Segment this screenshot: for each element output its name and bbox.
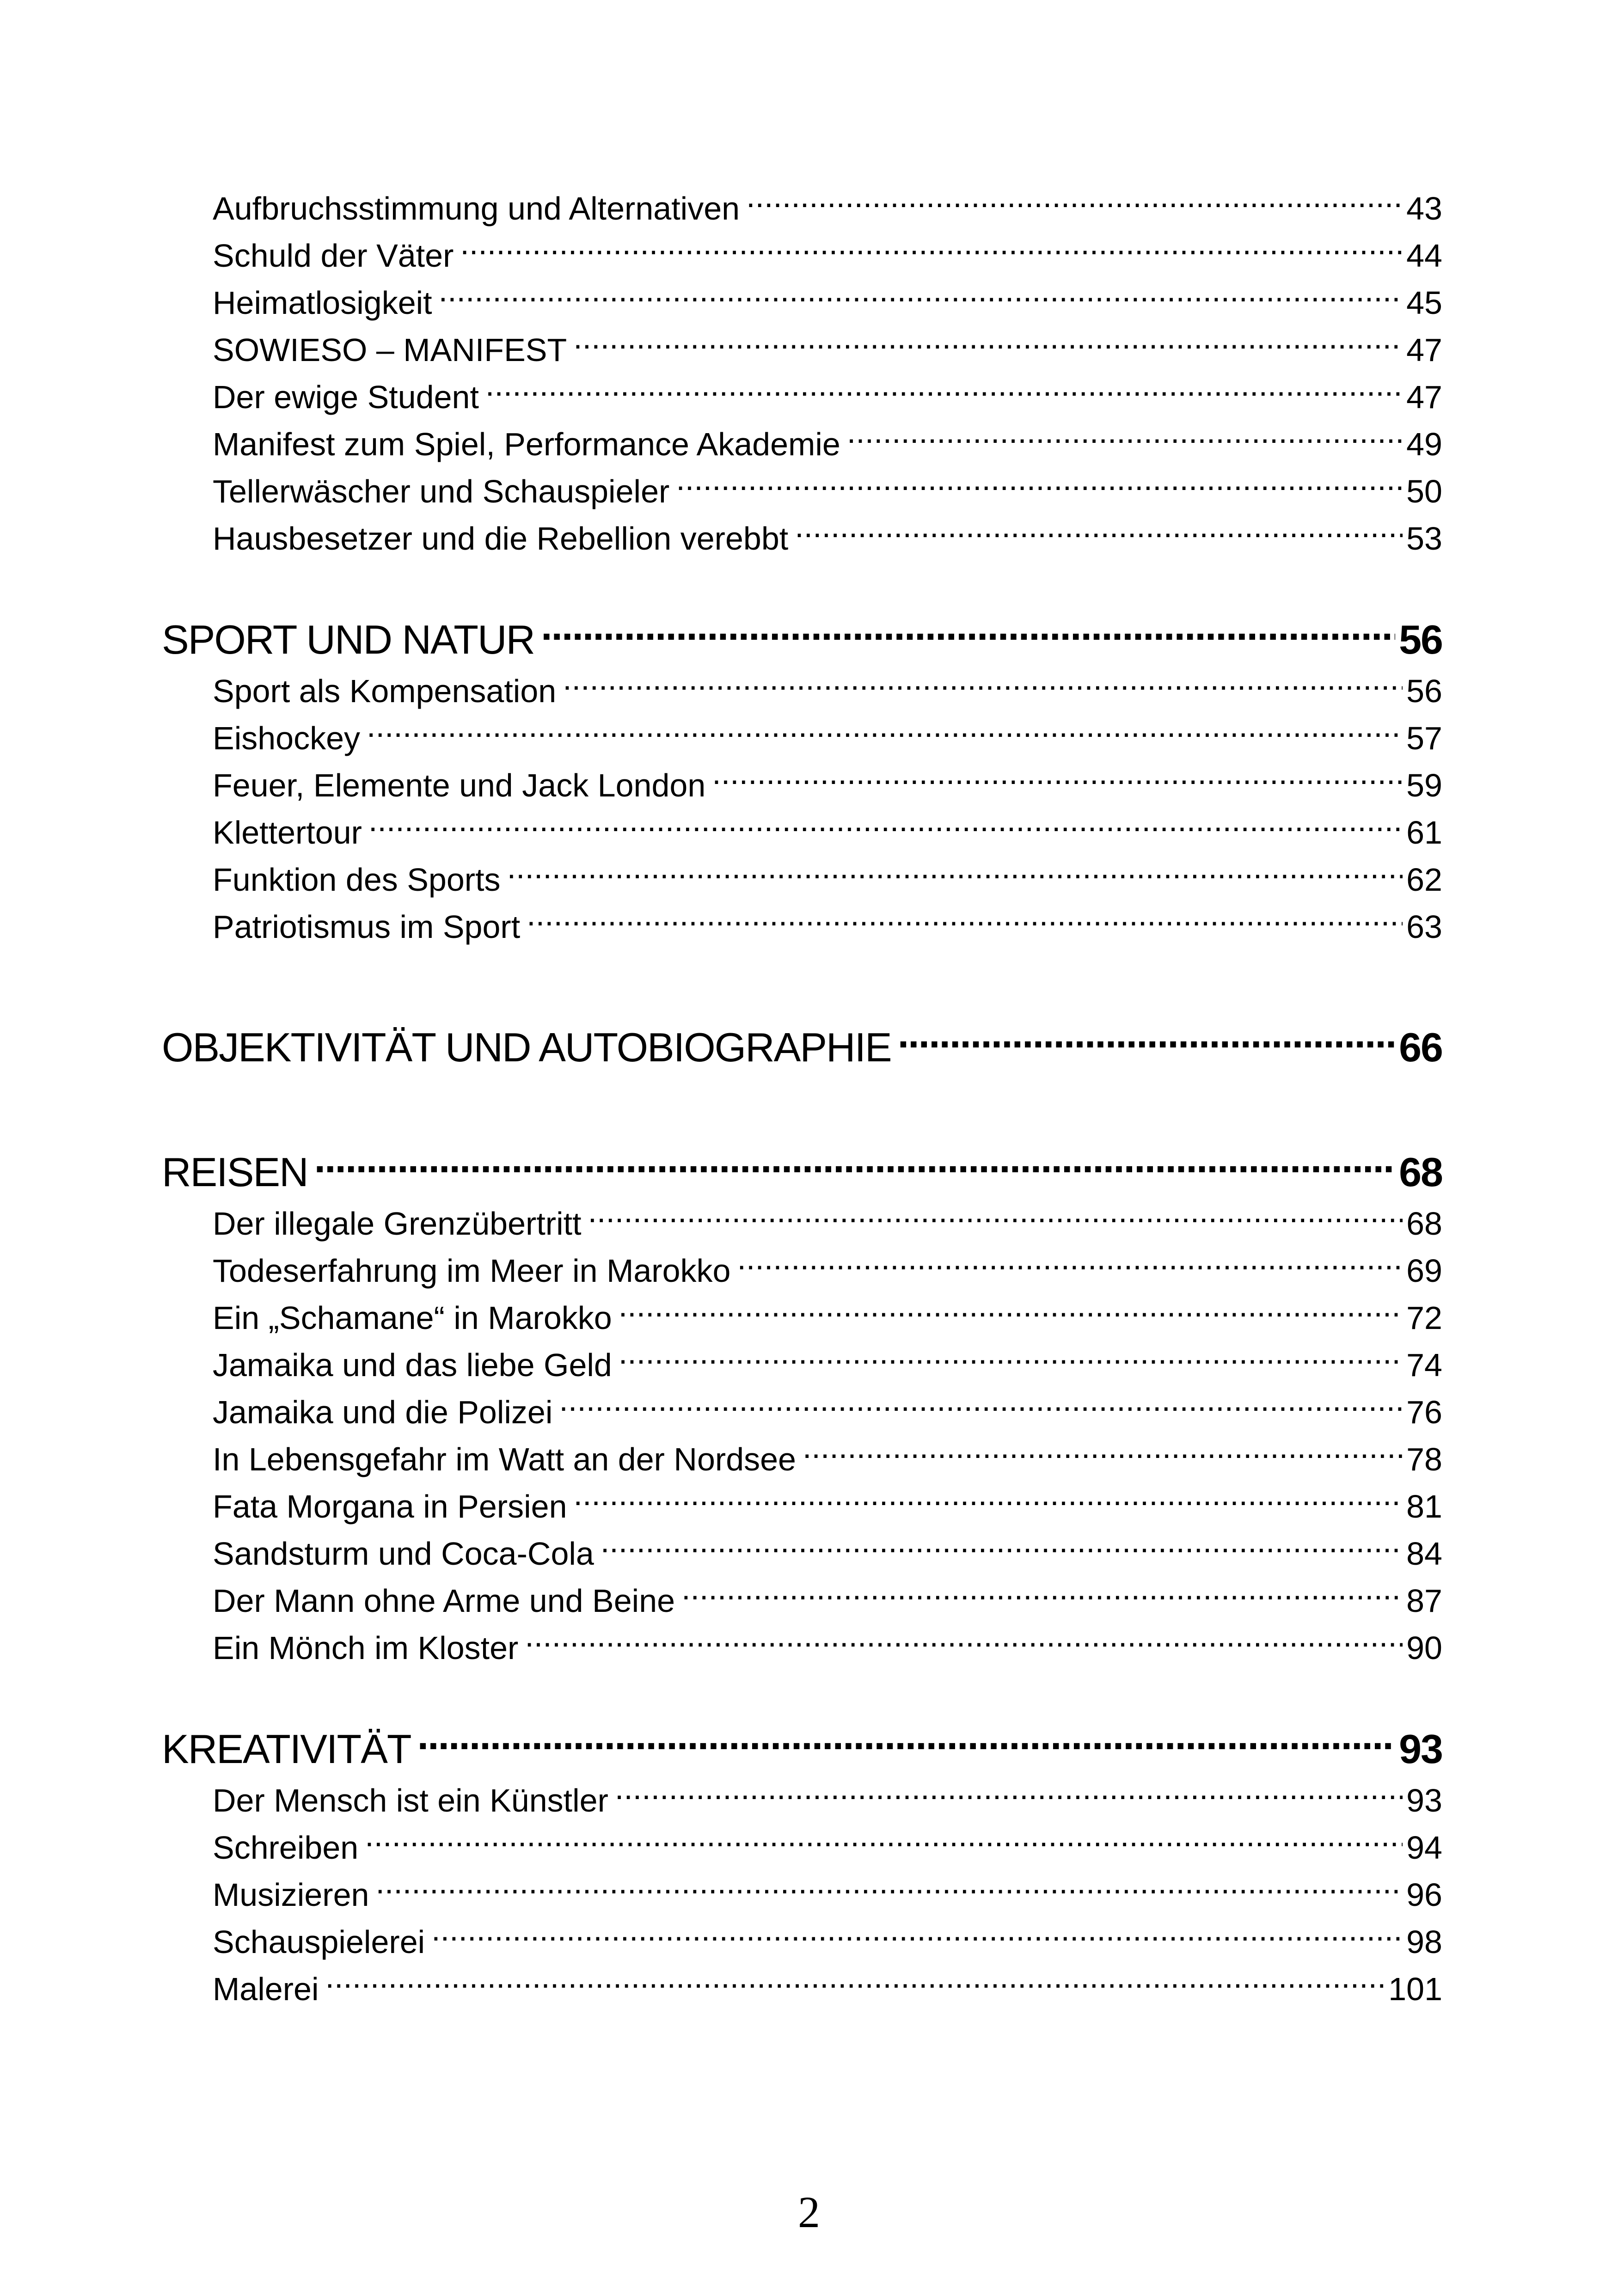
toc-entry xyxy=(162,1389,1442,1436)
toc-chapter-page: 93 xyxy=(1399,1726,1442,1772)
toc-entry xyxy=(162,1918,1442,1965)
toc-entry xyxy=(162,1483,1442,1530)
dot-leader xyxy=(541,613,1395,654)
toc-entry-page: 47 xyxy=(1406,332,1442,368)
toc-entry xyxy=(162,279,1442,326)
toc-entry-page: 98 xyxy=(1406,1924,1442,1960)
toc-entry-title: Der Mann ohne Arme und Beine xyxy=(213,1583,675,1619)
toc-entry-title: Fata Morgana in Persien xyxy=(213,1488,567,1525)
toc-entry xyxy=(162,468,1442,515)
toc-entry-page: 94 xyxy=(1406,1830,1442,1866)
toc-entry xyxy=(162,1294,1442,1341)
dot-leader xyxy=(431,1921,1403,1953)
dot-leader xyxy=(417,1722,1395,1763)
section-spacer xyxy=(162,562,1442,612)
dot-leader xyxy=(737,1249,1403,1282)
toc-chapter-heading xyxy=(162,612,1442,667)
toc-entry xyxy=(162,1577,1442,1624)
toc-entry xyxy=(162,1624,1442,1671)
dot-leader xyxy=(676,470,1403,502)
dot-leader xyxy=(439,282,1403,314)
toc-entry xyxy=(162,1871,1442,1918)
toc-chapter-heading xyxy=(162,1020,1442,1075)
toc-entry-page: 43 xyxy=(1406,190,1442,227)
toc-entry-title: Malerei xyxy=(213,1971,319,2007)
dot-leader xyxy=(619,1297,1403,1329)
toc-entry xyxy=(162,667,1442,715)
toc-entry xyxy=(162,762,1442,809)
toc-entry-page: 76 xyxy=(1406,1394,1442,1430)
toc-entry xyxy=(162,1436,1442,1483)
toc-entry-title: Tellerwäscher und Schauspieler xyxy=(213,473,670,509)
toc-entry-title: Der Mensch ist ein Künstler xyxy=(213,1782,608,1818)
dot-leader xyxy=(368,811,1403,844)
toc-entry-page: 101 xyxy=(1388,1971,1442,2007)
dot-leader xyxy=(803,1438,1403,1470)
toc-entry-page: 61 xyxy=(1406,814,1442,851)
toc-entry-page: 78 xyxy=(1406,1441,1442,1477)
toc-entry-title: Funktion des Sports xyxy=(213,862,501,898)
toc-entry-page: 53 xyxy=(1406,520,1442,557)
toc-entry-page: 47 xyxy=(1406,379,1442,415)
toc-entry xyxy=(162,1777,1442,1824)
toc-entry-page: 63 xyxy=(1406,909,1442,945)
toc-entry xyxy=(162,421,1442,468)
dot-leader xyxy=(563,670,1403,702)
dot-leader xyxy=(367,717,1403,749)
dot-leader xyxy=(525,1627,1403,1659)
toc-entry-title: Der illegale Grenzübertritt xyxy=(213,1206,582,1242)
toc-entry-title: Jamaika und die Polizei xyxy=(213,1394,553,1430)
dot-leader xyxy=(573,329,1403,361)
toc-entry-page: 90 xyxy=(1406,1630,1442,1666)
toc-chapter-title: REISEN xyxy=(162,1149,308,1195)
toc-entry xyxy=(162,1824,1442,1871)
toc-entry xyxy=(162,1341,1442,1389)
toc-entry-title: In Lebensgefahr im Watt an der Nordsee xyxy=(213,1441,796,1477)
toc-entry xyxy=(162,1200,1442,1247)
dot-leader xyxy=(615,1779,1403,1812)
toc-entry-page: 44 xyxy=(1406,238,1442,274)
table-of-contents xyxy=(162,185,1442,2013)
toc-entry-page: 45 xyxy=(1406,285,1442,321)
dot-leader xyxy=(527,906,1403,938)
dot-leader xyxy=(507,858,1403,891)
toc-chapter-title: KREATIVITÄT xyxy=(162,1726,411,1772)
toc-entry xyxy=(162,1965,1442,2013)
toc-entry-page: 57 xyxy=(1406,720,1442,756)
toc-entry-page: 69 xyxy=(1406,1253,1442,1289)
toc-entry-page: 56 xyxy=(1406,673,1442,709)
dot-leader xyxy=(746,187,1403,220)
toc-entry-page: 96 xyxy=(1406,1877,1442,1913)
dot-leader xyxy=(712,764,1403,796)
dot-leader xyxy=(601,1532,1403,1565)
toc-entry-page: 62 xyxy=(1406,862,1442,898)
dot-leader xyxy=(588,1202,1403,1235)
toc-entry-title: Feuer, Elemente und Jack London xyxy=(213,767,706,803)
dot-leader xyxy=(574,1485,1403,1518)
dot-leader xyxy=(314,1145,1395,1186)
toc-entry-title: Patriotismus im Sport xyxy=(213,909,521,945)
section-spacer xyxy=(162,1671,1442,1721)
dot-leader xyxy=(619,1344,1403,1376)
toc-entry xyxy=(162,1247,1442,1294)
toc-chapter-page: 66 xyxy=(1399,1024,1442,1070)
toc-entry-page: 72 xyxy=(1406,1300,1442,1336)
toc-entry-title: Ein Mönch im Kloster xyxy=(213,1630,519,1666)
dot-leader xyxy=(795,517,1403,550)
toc-entry xyxy=(162,1530,1442,1577)
toc-entry-page: 49 xyxy=(1406,426,1442,462)
dot-leader xyxy=(681,1580,1403,1612)
toc-entry-title: Manifest zum Spiel, Performance Akademie xyxy=(213,426,840,462)
toc-entry-title: Schauspielerei xyxy=(213,1924,425,1960)
toc-entry xyxy=(162,856,1442,903)
toc-entry xyxy=(162,373,1442,421)
toc-entry-title: Ein „Schamane“ in Marokko xyxy=(213,1300,612,1336)
toc-entry xyxy=(162,185,1442,232)
toc-entry-page: 81 xyxy=(1406,1488,1442,1525)
toc-chapter-heading xyxy=(162,1721,1442,1777)
toc-entry-title: Aufbruchsstimmung und Alternativen xyxy=(213,190,740,227)
toc-chapter-title: SPORT UND NATUR xyxy=(162,617,535,662)
toc-chapter-page: 56 xyxy=(1399,617,1442,662)
section-spacer xyxy=(162,950,1442,1020)
section-spacer xyxy=(162,1075,1442,1145)
toc-entry-title: Schreiben xyxy=(213,1830,359,1866)
toc-entry-page: 68 xyxy=(1406,1206,1442,1242)
toc-entry-title: Musizieren xyxy=(213,1877,369,1913)
toc-entry-page: 59 xyxy=(1406,767,1442,803)
toc-entry-title: Sport als Kompensation xyxy=(213,673,557,709)
toc-entry xyxy=(162,809,1442,856)
dot-leader xyxy=(365,1826,1403,1859)
dot-leader xyxy=(325,1968,1385,2000)
toc-entry-title: Jamaika und das liebe Geld xyxy=(213,1347,612,1383)
toc-entry-page: 74 xyxy=(1406,1347,1442,1383)
toc-entry-title: SOWIESO – MANIFEST xyxy=(213,332,567,368)
toc-entry-title: Heimatlosigkeit xyxy=(213,285,432,321)
dot-leader xyxy=(375,1874,1403,1906)
toc-entry xyxy=(162,715,1442,762)
toc-entry xyxy=(162,903,1442,950)
page-number: 2 xyxy=(798,2187,820,2237)
toc-entry-page: 87 xyxy=(1406,1583,1442,1619)
toc-entry xyxy=(162,515,1442,562)
dot-leader xyxy=(460,234,1403,267)
toc-entry xyxy=(162,232,1442,279)
toc-entry-title: Todeserfahrung im Meer in Marokko xyxy=(213,1253,731,1289)
toc-entry-title: Klettertour xyxy=(213,814,362,851)
toc-entry-page: 93 xyxy=(1406,1782,1442,1818)
toc-chapter-page: 68 xyxy=(1399,1149,1442,1195)
toc-chapter-heading xyxy=(162,1145,1442,1200)
toc-entry-page: 50 xyxy=(1406,473,1442,509)
dot-leader xyxy=(485,376,1403,408)
dot-leader xyxy=(898,1021,1395,1061)
dot-leader xyxy=(847,423,1403,455)
toc-entry-title: Sandsturm und Coca-Cola xyxy=(213,1536,594,1572)
toc-entry-title: Der ewige Student xyxy=(213,379,479,415)
toc-entry xyxy=(162,326,1442,373)
toc-chapter-title: OBJEKTIVITÄT UND AUTOBIOGRAPHIE xyxy=(162,1024,891,1070)
dot-leader xyxy=(559,1391,1403,1423)
toc-entry-title: Schuld der Väter xyxy=(213,238,454,274)
toc-entry-title: Eishockey xyxy=(213,720,361,756)
toc-entry-title: Hausbesetzer und die Rebellion verebbt xyxy=(213,520,789,557)
toc-entry-page: 84 xyxy=(1406,1536,1442,1572)
